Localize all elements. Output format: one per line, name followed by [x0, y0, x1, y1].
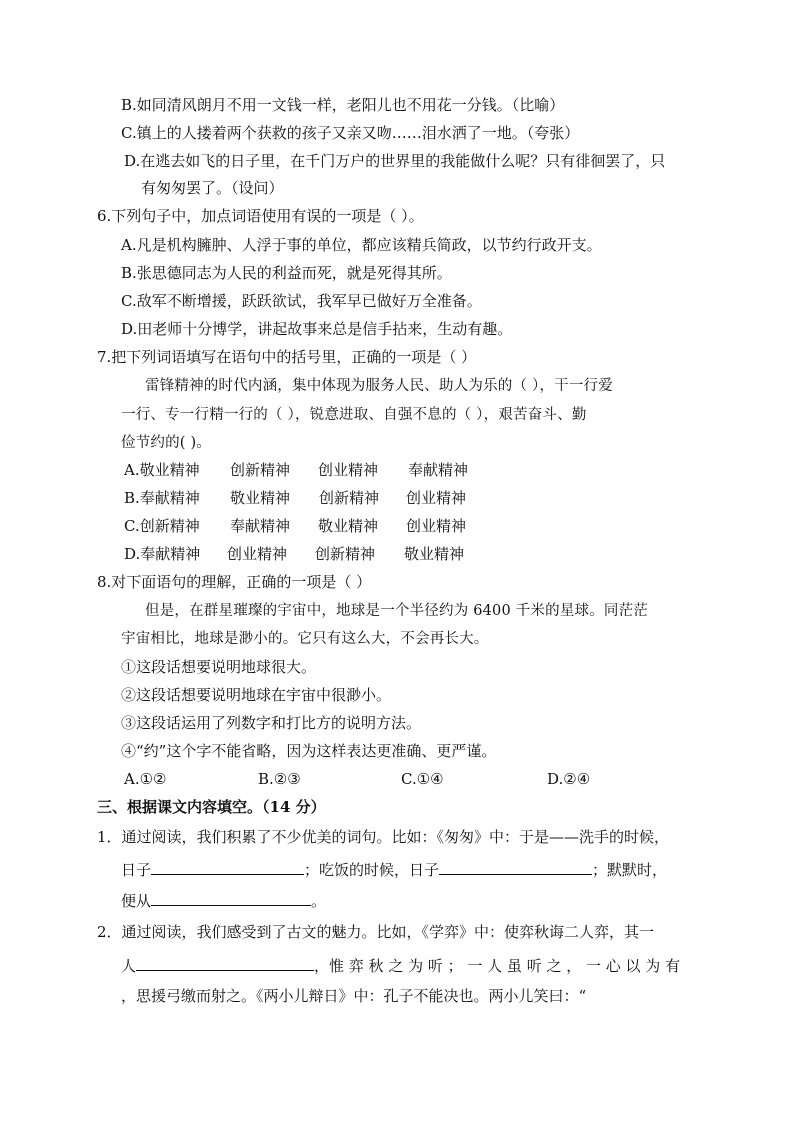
- q7-option-c: C.创新精神 奉献精神 敬业精神 创业精神: [124, 517, 467, 535]
- q6-stem: 6.下列句子中，加点词语使用有误的一项是（ ）。: [97, 207, 424, 225]
- q8-statement-1: ①这段话想要说明地球很大。: [121, 658, 317, 676]
- q7-passage-line2: 一行、专一行精一行的（ ），锐意进取、自强不息的（ ），艰苦奋斗、勤: [121, 407, 587, 423]
- q6-option-c: C.敌军不断增援，跃跃欲试，我军早已做好万全准备。: [121, 292, 482, 310]
- q8-passage-line1: 但是，在群星璀璨的宇宙中，地球是一个半径约为 6400 千米的星球。同茫茫: [145, 603, 649, 619]
- q8-option-c: C.①④: [401, 770, 444, 788]
- s3-q2-line1: 2．通过阅读，我们感受到了古文的魅力。比如，《学弈》中：使弈秋诲二人弈，其一: [97, 923, 655, 941]
- q7-option-d: D.奉献精神 创业精神 创新精神 敬业精神: [124, 545, 465, 563]
- s3-q2-line3: ，思援弓缴而射之。《两小儿辩日》中：孔子不能决也。两小儿笑曰：“: [121, 987, 587, 1005]
- q8-stem: 8.对下面语句的理解，正确的一项是（ ）: [97, 573, 372, 591]
- q8-statement-2: ②这段话想要说明地球在宇宙中很渺小。: [121, 686, 392, 704]
- answer-blank[interactable]: [136, 955, 314, 971]
- s3-q1-line2: 日子 ；吃饭的时候，日子 ；默默时，: [121, 861, 668, 879]
- q8-option-b: B.②③: [258, 770, 301, 788]
- q6-option-d: D.田老师十分博学，讲起故事来总是信手拈来，生动有趣。: [121, 320, 513, 338]
- q8-option-a: A.①②: [124, 770, 167, 788]
- q6-option-a: A.凡是机构臃肿、人浮于事的单位，都应该精兵简政，以节约行政开支。: [121, 236, 602, 254]
- q7-option-b: B.奉献精神 敬业精神 创新精神 创业精神: [124, 489, 467, 507]
- q6-option-b: B.张思德同志为人民的利益而死，就是死得其所。: [121, 264, 452, 282]
- answer-blank[interactable]: [151, 859, 304, 875]
- q7-passage-line1: 雷锋精神的时代内涵，集中体现为服务人民、助人为乐的（ ），干一行爱: [145, 378, 613, 394]
- q8-statement-4: ④“约”这个字不能省略，因为这样表达更准确、更严谨。: [121, 742, 497, 760]
- q5-option-c: C.镇上的人搂着两个获救的孩子又亲又吻……泪水洒了一地。（夸张）: [121, 124, 580, 142]
- q7-passage-line3: 俭节约的( )。: [121, 435, 212, 451]
- q8-statement-3: ③这段话运用了列数字和打比方的说明方法。: [121, 714, 422, 732]
- section3-heading: 三、根据课文内容填空。（14 分）: [97, 798, 326, 816]
- q7-option-a: A.敬业精神 创新精神 创业精神 奉献精神: [124, 461, 469, 479]
- q8-option-d: D.②④: [547, 770, 591, 788]
- s3-q1-line3: 便从 。: [121, 892, 327, 910]
- answer-blank[interactable]: [151, 890, 311, 906]
- q5-option-d: D.在逃去如飞的日子里，在千门万户的世界里的我能做什么呢？只有徘徊罢了，只: [124, 152, 666, 170]
- q5-option-b: B.如同清风朗月不用一文钱一样，老阳儿也不用花一分钱。（比喻）: [121, 96, 565, 114]
- answer-blank[interactable]: [439, 859, 592, 875]
- q8-passage-line2: 宇宙相比，地球是渺小的。它只有这么大，不会再长大。: [121, 631, 489, 647]
- s3-q1-line1: 1．通过阅读，我们积累了不少优美的词句。比如：《匆匆》中：于是——洗手的时候，: [97, 828, 670, 846]
- q5-option-d-cont: 有匆匆罢了。（设问）: [141, 179, 284, 197]
- s3-q2-line2: 人 ，惟 弈 秋 之 为 听 ； 一 人 虽 听 之 ， 一 心 以 为 有: [121, 957, 681, 975]
- q7-stem: 7.把下列词语填写在语句中的括号里，正确的一项是（ ）: [97, 348, 477, 366]
